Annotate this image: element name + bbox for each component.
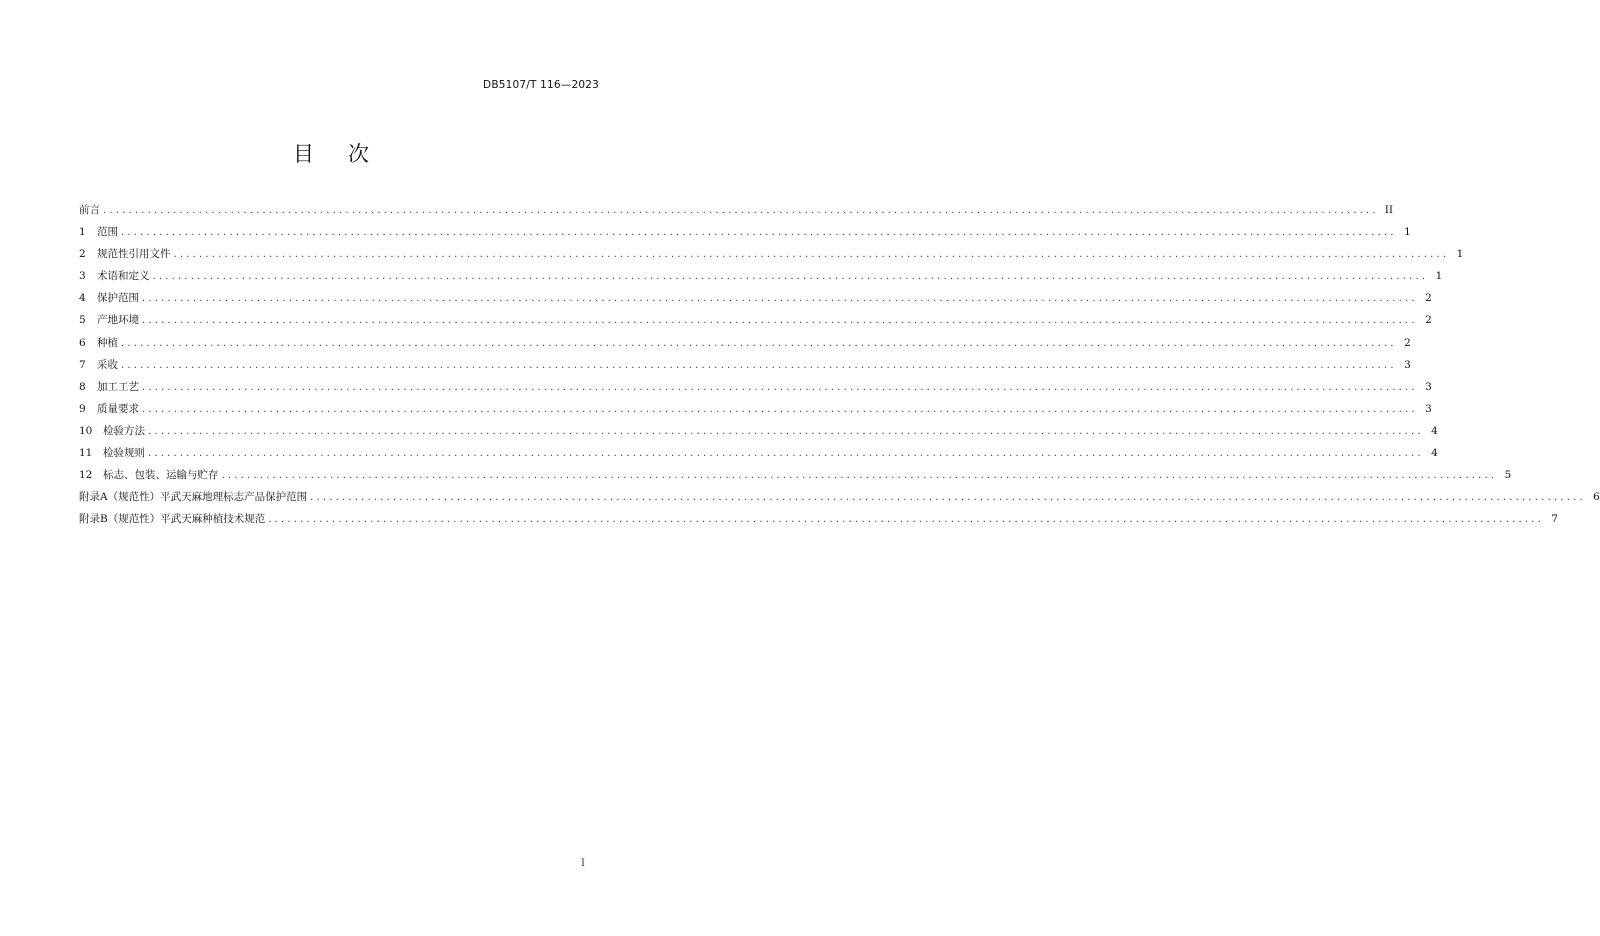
toc-entry-label: 种植: [97, 336, 118, 349]
toc-entry[interactable]: [79, 486, 1600, 508]
toc-entry-number: 9: [79, 402, 86, 415]
toc-entry-page: 2: [1425, 314, 1432, 327]
toc-entry[interactable]: [79, 332, 1411, 354]
document-code: DB5107/T 116—2023: [483, 79, 599, 91]
title-part-2: 次: [348, 142, 369, 166]
toc-dot-leader: ........................................................................................................................................................................................................: [268, 514, 1544, 526]
toc-entry-page: 7: [1551, 513, 1558, 526]
toc-dot-leader: ........................................................................................................................................................................................................: [152, 271, 1429, 283]
toc-entry-page: 2: [1404, 336, 1411, 349]
toc-entry-number: 1: [79, 226, 86, 239]
toc-entry[interactable]: [79, 464, 1512, 486]
toc-entry-label: 前言: [79, 204, 100, 216]
toc-entry-number: 2: [79, 248, 86, 261]
toc-dot-leader: ........................................................................................................................................................................................................: [148, 425, 1424, 437]
toc-entry[interactable]: [79, 442, 1438, 464]
toc-entry-number: 3: [79, 270, 86, 283]
toc-dot-leader: ........................................................................................................................................................................................................: [142, 403, 1418, 415]
toc-entry[interactable]: [79, 265, 1443, 287]
toc-dot-leader: ........................................................................................................................................................................................................: [142, 293, 1418, 305]
toc-entry[interactable]: [79, 287, 1432, 309]
toc-entry-page: 6: [1593, 491, 1600, 504]
toc-entry-number: 8: [79, 380, 86, 393]
toc-entry[interactable]: [79, 354, 1411, 376]
toc-entry-label: 标志、包装、运输与贮存: [103, 469, 219, 482]
toc-entry[interactable]: [79, 508, 1558, 530]
toc-entry[interactable]: [79, 221, 1411, 243]
toc-dot-leader: ........................................................................................................................................................................................................: [310, 492, 1586, 504]
toc-entry-page: 5: [1504, 469, 1512, 482]
toc-entry[interactable]: [79, 420, 1438, 442]
toc-dot-leader: ........................................................................................................................................................................................................: [121, 227, 1397, 239]
toc-entry-label: 采收: [97, 358, 118, 371]
toc-entry-subtitle: 平武天麻地理标志产品保护范围: [160, 491, 308, 504]
toc-entry-number: 4: [79, 292, 86, 305]
page-title: [0, 138, 662, 168]
toc-entry-page: 3: [1425, 380, 1432, 393]
page-number: I: [581, 858, 585, 869]
toc-dot-leader: ........................................................................................................................................................................................................: [221, 470, 1498, 482]
toc-entry-label: 检验方法: [103, 424, 145, 437]
toc-entry-page: 3: [1404, 358, 1411, 371]
toc-entry[interactable]: [79, 376, 1432, 398]
toc-entry-label: 质量要求: [97, 402, 139, 415]
toc-dot-leader: ........................................................................................................................................................................................................: [173, 249, 1450, 261]
toc-entry-number: 10: [79, 424, 93, 437]
toc-entry-page: 3: [1425, 402, 1432, 415]
toc-entry-label: 范围: [97, 226, 118, 239]
toc-entry-page: 1: [1456, 248, 1464, 261]
toc-entry-label: 产地环境: [97, 314, 139, 327]
toc-entry-label: 加工工艺: [97, 380, 139, 393]
toc-entry-page: 4: [1431, 424, 1438, 437]
toc-dot-leader: ........................................................................................................................................................................................................: [121, 359, 1397, 371]
toc-entry[interactable]: [79, 398, 1432, 420]
toc-dot-leader: ........................................................................................................................................................................................................: [103, 205, 1379, 216]
toc-dot-leader: ........................................................................................................................................................................................................: [121, 337, 1397, 349]
toc-entry-label: 检验规则: [103, 447, 145, 460]
toc-entry[interactable]: [79, 309, 1432, 331]
toc-entry-subtitle: 平武天麻种植技术规范: [160, 513, 266, 526]
toc-entry[interactable]: [79, 199, 1394, 221]
toc-entry-page: 4: [1431, 447, 1438, 460]
toc-entry-number: 6: [79, 336, 86, 349]
toc-entry-label: 术语和定义: [97, 270, 150, 283]
toc-entry-number: 11: [79, 447, 93, 460]
toc-entry-label: 规范性引用文件: [97, 248, 171, 261]
toc-entry-number: 12: [79, 469, 93, 482]
toc-entry-page: 1: [1404, 226, 1411, 239]
toc-entry-page: 1: [1435, 270, 1443, 283]
toc-entry-label: 附录B（规范性）: [79, 513, 161, 526]
toc-dot-leader: ........................................................................................................................................................................................................: [142, 315, 1418, 327]
title-part-1: 目: [293, 142, 314, 166]
toc-entry-page: 2: [1425, 292, 1432, 305]
toc-entry-label: 附录A（规范性）: [79, 491, 161, 504]
toc-dot-leader: ........................................................................................................................................................................................................: [148, 448, 1424, 460]
toc-entry-label: 保护范围: [97, 292, 139, 305]
toc-entry-page: II: [1384, 204, 1394, 216]
toc-entry[interactable]: [79, 243, 1464, 265]
toc-dot-leader: ........................................................................................................................................................................................................: [142, 381, 1418, 393]
table-of-contents: [79, 199, 1600, 530]
toc-entry-number: 5: [79, 314, 86, 327]
toc-entry-number: 7: [79, 358, 86, 371]
